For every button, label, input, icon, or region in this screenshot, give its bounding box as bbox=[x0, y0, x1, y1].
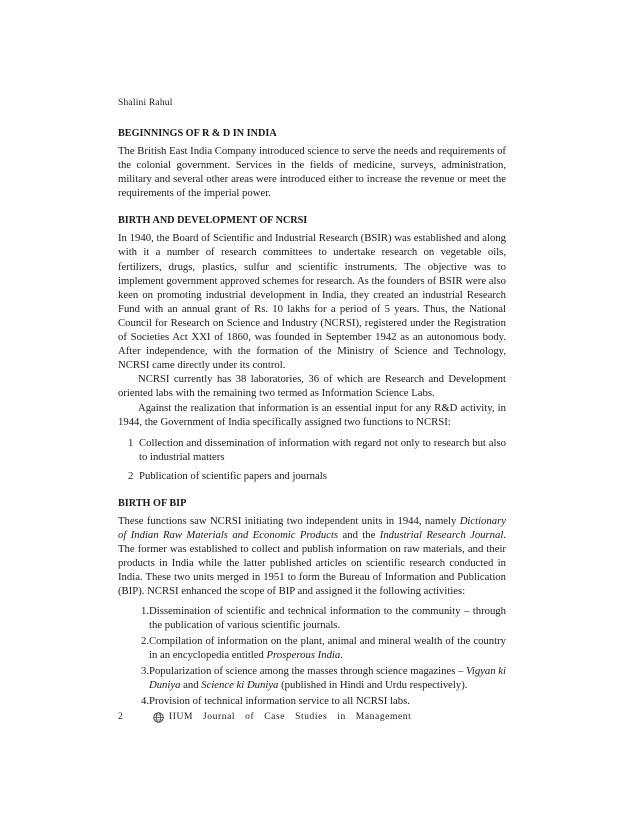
list-item bbox=[118, 694, 506, 708]
text-run: (published in Hindi and Urdu respectively). bbox=[278, 679, 468, 691]
list-item-text: Collection and dissemination of information with regard not only to research but also to industrial matters bbox=[139, 436, 506, 463]
list-item-number: 2 bbox=[128, 469, 134, 482]
text-run: and the bbox=[338, 529, 380, 542]
section-heading-birth-ncrsi: BIRTH AND DEVELOPMENT OF NCRSI bbox=[118, 215, 308, 227]
list-item bbox=[118, 664, 506, 692]
list-item bbox=[118, 436, 506, 464]
page-footer bbox=[118, 712, 506, 726]
list-item-text: Dissemination of scientific and technical information to the community – through the publication of various scientific journals. bbox=[149, 604, 506, 631]
list-item-number: 3. bbox=[140, 664, 149, 677]
running-head-author: Shalini Rahul bbox=[118, 98, 173, 108]
text-run: . bbox=[340, 648, 343, 661]
globe-icon bbox=[153, 712, 164, 723]
list-item bbox=[118, 634, 506, 662]
italic-title: Vigyan ki Duniya bbox=[149, 664, 506, 691]
list-item bbox=[118, 604, 506, 632]
page-number: 2 bbox=[118, 712, 123, 722]
section-heading-beginnings: BEGINNINGS OF R & D IN INDIA bbox=[118, 128, 277, 139]
list-item-number: 1 bbox=[128, 436, 134, 449]
text-run: Compilation of information on the plant, animal and mineral wealth of the country in an encyclopedia entitled bbox=[149, 634, 506, 661]
list-item-number: 4. bbox=[140, 695, 149, 708]
italic-title: Science ki Duniya bbox=[201, 679, 279, 691]
activities-list bbox=[118, 604, 506, 709]
text-run: Popularization of science among the masses through science magazines – bbox=[149, 664, 467, 677]
journal-title: IIUM Journal of Case Studies in Management bbox=[169, 712, 412, 722]
text-run: and bbox=[180, 679, 202, 691]
text-run: . The former was established to collect and publish information on raw materials, and their products in India while the latter published articles on scientific research conducted in India. These two units merged in 1951 to form the Bureau of Information and Publication (BIP). NCRSI enhanced the scope of BIP and assigned it the following activities: bbox=[118, 529, 506, 598]
text-run: These functions saw NCRSI initiating two independent units in 1944, namely bbox=[118, 514, 460, 527]
list-item bbox=[118, 469, 506, 483]
italic-title: Industrial Research Journal bbox=[379, 529, 504, 542]
list-item-number: 2. bbox=[140, 634, 149, 647]
functions-list bbox=[118, 436, 506, 483]
list-item-text: Provision of technical information service to all NCRSI labs. bbox=[149, 695, 410, 708]
paragraph: In 1940, the Board of Scientific and Industrial Research (BSIR) was established and along with it a number of research committees to undertake research on vegetable oils, fertilizers, drugs, plastics, sulfur and scientific instruments. The objective was to implement government approved schemes for research. As the founders of BSIR were also keen on promoting industrial development in India, they created an industrial Research Fund with an annual grant of Rs. 10 lakhs for a period of 5 years. Thus, the National Council for Research on Science and Industry (NCRSI), registered under the Registration of Societies Act XXI of 1860, was founded in September 1942 as an autonomous body. After independence, with the formation of the Ministry of Science and Technology, NCRSI came directly under its control. bbox=[118, 232, 506, 372]
paragraph: NCRSI currently has 38 laboratories, 36 of which are Research and Development oriented labs with the remaining two termed as Information Science Labs. bbox=[118, 373, 506, 400]
article-body bbox=[118, 127, 506, 710]
paragraph bbox=[118, 514, 506, 599]
paragraph: Against the realization that information is an essential input for any R&D activity, in 1944, the Government of India specifically assigned two functions to NCRSI: bbox=[118, 401, 506, 428]
italic-title: Prosperous India bbox=[266, 648, 341, 661]
list-item-text: Publication of scientific papers and journals bbox=[139, 469, 327, 482]
italic-title: Dictionary of Indian Raw Materials and Economic Products bbox=[118, 514, 506, 542]
section-heading-birth-bip: BIRTH OF BIP bbox=[118, 497, 187, 509]
list-item-number: 1. bbox=[140, 604, 149, 617]
paragraph: The British East India Company introduced science to serve the needs and requirements of the colonial government. Services in the fields of medicine, surveys, administration, military and several other areas were introduced either to increase the revenue or meet the requirements of the imperial power. bbox=[118, 145, 506, 200]
